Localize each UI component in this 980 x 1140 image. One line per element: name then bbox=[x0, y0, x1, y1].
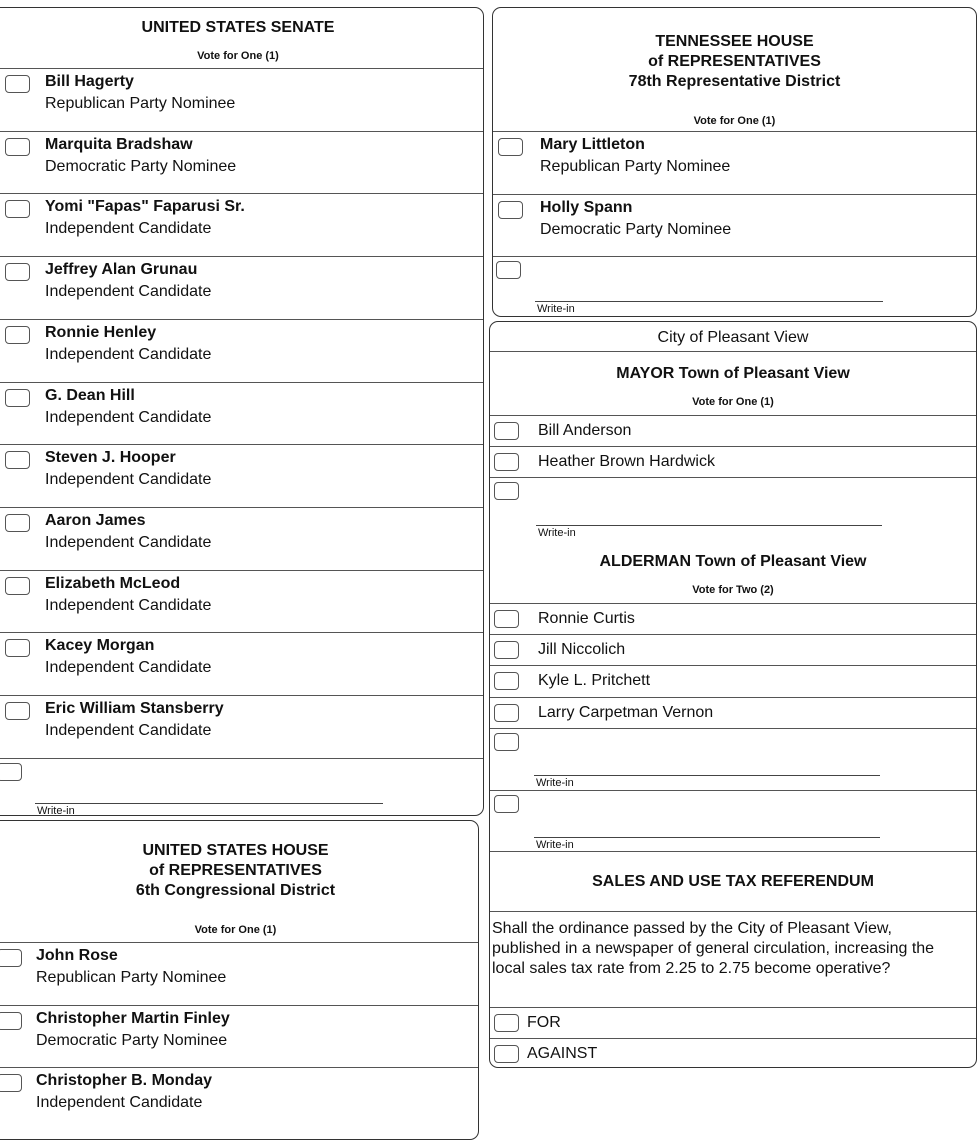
candidate-name: Marquita Bradshaw bbox=[45, 135, 193, 153]
vote-checkbox[interactable] bbox=[0, 1012, 22, 1030]
candidate-name: Ronnie Henley bbox=[45, 323, 157, 341]
vote-checkbox[interactable] bbox=[0, 949, 22, 967]
tn-house-title-3: 78th Representative District bbox=[628, 73, 841, 90]
vote-checkbox[interactable] bbox=[494, 733, 519, 751]
vote-checkbox[interactable] bbox=[494, 641, 519, 659]
referendum-question bbox=[492, 919, 934, 979]
alderman-option-label: Ronnie Curtis bbox=[538, 610, 635, 627]
vote-checkbox[interactable] bbox=[494, 482, 519, 500]
alderman-1-write-in-row[interactable] bbox=[490, 728, 976, 790]
vote-checkbox[interactable] bbox=[494, 422, 519, 440]
write-in-label: Write-in bbox=[536, 776, 574, 789]
us-house-candidate-row[interactable] bbox=[0, 1067, 478, 1130]
candidate-name: Bill Hagerty bbox=[45, 73, 134, 90]
write-in-label: Write-in bbox=[537, 303, 575, 316]
referendum-option-row[interactable] bbox=[490, 1007, 976, 1038]
candidate-party: Independent Candidate bbox=[45, 722, 212, 739]
vote-checkbox[interactable] bbox=[5, 451, 30, 469]
candidate-party: Independent Candidate bbox=[45, 408, 212, 426]
vote-checkbox[interactable] bbox=[5, 138, 30, 156]
tn-house-title-2: of REPRESENTATIVES bbox=[648, 53, 821, 70]
candidate-name: G. Dean Hill bbox=[45, 386, 135, 404]
candidate-name: Jeffrey Alan Grunau bbox=[45, 261, 198, 279]
vote-checkbox[interactable] bbox=[494, 704, 519, 722]
vote-checkbox[interactable] bbox=[494, 1045, 519, 1063]
candidate-party: Republican Party Nominee bbox=[540, 158, 731, 175]
vote-checkbox[interactable] bbox=[5, 514, 30, 532]
senate-candidate-row[interactable] bbox=[0, 131, 483, 194]
write-in-label: Write-in bbox=[538, 527, 576, 539]
candidate-party: Democratic Party Nominee bbox=[45, 157, 237, 175]
vote-checkbox[interactable] bbox=[498, 201, 523, 219]
candidate-name: Holly Spann bbox=[540, 198, 633, 216]
senate-title: UNITED STATES SENATE bbox=[141, 19, 335, 36]
alderman-option-label: Kyle L. Pritchett bbox=[538, 672, 651, 690]
vote-checkbox[interactable] bbox=[5, 639, 30, 657]
alderman-2-write-in-row[interactable] bbox=[490, 790, 976, 852]
write-in-line[interactable] bbox=[534, 837, 880, 838]
vote-checkbox[interactable] bbox=[498, 138, 523, 156]
senate-candidate-row[interactable] bbox=[0, 256, 483, 319]
mayor-option-row[interactable] bbox=[490, 446, 976, 477]
referendum-question-line: published in a newspaper of general circulation, increasing the bbox=[492, 940, 935, 957]
alderman-title: ALDERMAN Town of Pleasant View bbox=[599, 553, 867, 570]
candidate-party: Democratic Party Nominee bbox=[540, 220, 732, 238]
referendum-option-label: AGAINST bbox=[527, 1045, 598, 1062]
vote-checkbox[interactable] bbox=[494, 672, 519, 690]
vote-checkbox[interactable] bbox=[5, 577, 30, 595]
candidate-party: Independent Candidate bbox=[45, 659, 212, 677]
candidate-name: Elizabeth McLeod bbox=[45, 574, 181, 592]
write-in-line[interactable] bbox=[35, 803, 383, 804]
vote-checkbox[interactable] bbox=[5, 200, 30, 218]
write-in-line[interactable] bbox=[534, 775, 880, 776]
vote-checkbox[interactable] bbox=[5, 389, 30, 407]
tn-house-contest bbox=[492, 7, 977, 317]
vote-checkbox[interactable] bbox=[5, 326, 30, 344]
senate-candidate-row[interactable] bbox=[0, 382, 483, 445]
us-house-candidate-row[interactable] bbox=[0, 1005, 478, 1068]
write-in-line[interactable] bbox=[536, 525, 882, 526]
candidate-name: Christopher B. Monday bbox=[36, 1072, 213, 1089]
alderman-option-row[interactable] bbox=[490, 603, 976, 634]
mayor-option-label: Heather Brown Hardwick bbox=[538, 453, 715, 470]
mayor-option-row[interactable] bbox=[490, 415, 976, 446]
vote-checkbox[interactable] bbox=[496, 261, 521, 279]
senate-vote-for: Vote for One (1) bbox=[197, 50, 279, 62]
referendum-question-line: Shall the ordinance passed by the City of Pleasant View, bbox=[492, 920, 892, 937]
us-house-vote-for: Vote for One (1) bbox=[194, 924, 277, 936]
alderman-option-row[interactable] bbox=[490, 665, 976, 696]
senate-candidate-row[interactable] bbox=[0, 319, 483, 382]
candidate-name: Mary Littleton bbox=[540, 136, 645, 153]
candidate-name: Eric William Stansberry bbox=[45, 700, 224, 717]
tn-house-write-in-row[interactable] bbox=[493, 256, 976, 316]
referendum-option-row[interactable] bbox=[490, 1038, 976, 1068]
candidate-name: Christopher Martin Finley bbox=[36, 1009, 230, 1027]
vote-checkbox[interactable] bbox=[0, 1074, 22, 1092]
us-house-title-1: UNITED STATES HOUSE bbox=[142, 842, 329, 859]
us-house-title-2: of REPRESENTATIVES bbox=[149, 862, 322, 879]
senate-candidate-row[interactable] bbox=[0, 444, 483, 507]
senate-contest bbox=[0, 7, 484, 816]
tn-house-candidate-row[interactable] bbox=[493, 194, 976, 257]
referendum-option-label: FOR bbox=[527, 1014, 561, 1031]
candidate-party: Independent Candidate bbox=[45, 533, 212, 551]
alderman-option-row[interactable] bbox=[490, 697, 976, 728]
vote-checkbox[interactable] bbox=[5, 702, 30, 720]
alderman-option-row[interactable] bbox=[490, 634, 976, 665]
candidate-name: John Rose bbox=[36, 947, 118, 964]
referendum-title: SALES AND USE TAX REFERENDUM bbox=[592, 873, 874, 890]
write-in-label: Write-in bbox=[37, 804, 75, 816]
city-section bbox=[489, 321, 977, 1068]
candidate-name: Yomi "Fapas" Faparusi Sr. bbox=[45, 198, 245, 216]
candidate-name: Kacey Morgan bbox=[45, 637, 155, 655]
candidate-party: Independent Candidate bbox=[45, 471, 212, 489]
alderman-option-label: Jill Niccolich bbox=[538, 641, 626, 659]
city-title: City of Pleasant View bbox=[657, 329, 809, 346]
alderman-vote-for: Vote for Two (2) bbox=[692, 584, 774, 596]
senate-candidate-row[interactable] bbox=[0, 68, 483, 131]
write-in-label: Write-in bbox=[536, 838, 574, 851]
us-house-contest bbox=[0, 820, 479, 1140]
tn-house-candidate-row[interactable] bbox=[493, 131, 976, 194]
vote-checkbox[interactable] bbox=[494, 610, 519, 628]
candidate-party: Independent Candidate bbox=[45, 345, 212, 363]
referendum-question-line: local sales tax rate from 2.25 to 2.75 become operative? bbox=[492, 960, 891, 977]
vote-checkbox[interactable] bbox=[5, 263, 30, 281]
mayor-vote-for: Vote for One (1) bbox=[692, 396, 774, 408]
us-house-candidate-row[interactable] bbox=[0, 942, 478, 1005]
us-house-title-3: 6th Congressional District bbox=[135, 882, 336, 899]
alderman-option-label: Larry Carpetman Vernon bbox=[538, 703, 714, 721]
candidate-party: Republican Party Nominee bbox=[45, 95, 236, 112]
senate-candidate-row[interactable] bbox=[0, 570, 483, 633]
senate-write-in-row[interactable] bbox=[0, 758, 483, 816]
candidate-name: Aaron James bbox=[45, 511, 146, 529]
candidate-name: Steven J. Hooper bbox=[45, 449, 176, 467]
vote-checkbox[interactable] bbox=[494, 1014, 519, 1032]
senate-candidate-row[interactable] bbox=[0, 632, 483, 695]
senate-candidate-row[interactable] bbox=[0, 507, 483, 570]
candidate-party: Democratic Party Nominee bbox=[36, 1031, 228, 1049]
senate-candidate-row[interactable] bbox=[0, 193, 483, 256]
candidate-party: Independent Candidate bbox=[45, 220, 212, 238]
tn-house-vote-for: Vote for One (1) bbox=[693, 115, 776, 127]
senate-candidate-row[interactable] bbox=[0, 695, 483, 758]
candidate-party: Independent Candidate bbox=[45, 596, 212, 614]
candidate-party: Independent Candidate bbox=[45, 283, 212, 301]
mayor-write-in-row[interactable] bbox=[490, 477, 976, 540]
write-in-line[interactable] bbox=[535, 301, 883, 302]
tn-house-title-1: TENNESSEE HOUSE bbox=[655, 33, 814, 50]
candidate-party: Independent Candidate bbox=[36, 1094, 203, 1111]
vote-checkbox[interactable] bbox=[494, 453, 519, 471]
mayor-title: MAYOR Town of Pleasant View bbox=[616, 365, 850, 382]
candidate-party: Republican Party Nominee bbox=[36, 969, 227, 986]
vote-checkbox[interactable] bbox=[494, 795, 519, 813]
vote-checkbox[interactable] bbox=[0, 763, 22, 781]
vote-checkbox[interactable] bbox=[5, 75, 30, 93]
mayor-option-label: Bill Anderson bbox=[538, 422, 632, 439]
